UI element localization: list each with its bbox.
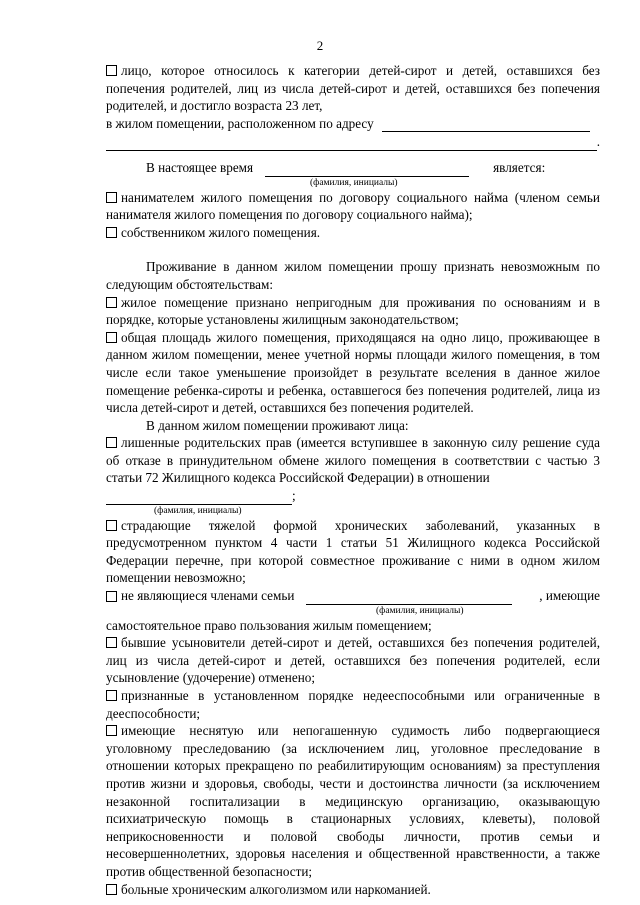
deprived-caption: (фамилия, инициалы) [154, 505, 242, 516]
impossible-option-area [106, 329, 600, 417]
address-row-2 [106, 133, 600, 151]
checkbox[interactable] [106, 192, 117, 203]
status-text: собственником жилого помещения. [121, 224, 321, 240]
resident-option-addicts [106, 881, 600, 899]
checkbox[interactable] [106, 520, 117, 531]
resident-option-deprived [106, 434, 600, 487]
is-label: является: [493, 159, 546, 175]
impossible-option-unfit [106, 294, 600, 329]
status-option-tenant [106, 189, 600, 224]
option-text: страдающие тяжелой формой хронических заболеваний, указанных в предусмотренном пунктом 4 части 1 статьи 51 Жилищного кодекса Российской Федерации перечне, при которой совместное проживание с ними в одном жилом помещении невозможно; [106, 517, 600, 586]
address-end: . [596, 134, 600, 150]
option-text: больные хроническим алкоголизмом или наркоманией. [121, 881, 431, 897]
checkbox[interactable] [106, 332, 117, 343]
resident-option-adopters [106, 634, 600, 687]
address-row [106, 115, 600, 133]
non-family-rest: самостоятельное право пользования жилым помещением; [106, 617, 432, 633]
deprived-row [106, 487, 600, 505]
resident-option-chronic [106, 517, 600, 587]
checkbox[interactable] [106, 690, 117, 701]
status-option-owner [106, 224, 600, 242]
page-number: 2 [316, 38, 324, 53]
residents-intro: В данном жилом помещении проживают лица: [146, 417, 409, 433]
option-text: бывшие усыновители детей-сирот и детей, оставшихся без попечения родителей, лиц из числа детей-сирот и детей, оставшихся без попечения родителей, если усыновление (удочерение) отменено; [106, 635, 600, 686]
category-option [106, 62, 600, 115]
address-label: в жилом помещении, расположенном по адресу [106, 115, 374, 131]
option-text: жилое помещение признано непригодным для проживания по основаниям и в порядке, которые установлены жилищным законодательством; [106, 294, 600, 328]
checkbox[interactable] [106, 227, 117, 238]
checkbox[interactable] [106, 637, 117, 648]
checkbox[interactable] [106, 65, 117, 76]
current-caption: (фамилия, инициалы) [310, 177, 398, 188]
spacer [106, 241, 600, 258]
option-text: признанные в установленном порядке недееспособными или ограниченные в дееспособности; [106, 688, 600, 721]
deprived-end: ; [292, 488, 296, 504]
non-family-end: , имеющие [539, 588, 600, 604]
address-field-2[interactable] [106, 138, 597, 151]
current-label: В настоящее время [146, 159, 254, 175]
status-text: нанимателем жилого помещения по договору социального найма (членом семьи нанимателя жилого помещения по договору социального найма); [106, 189, 600, 223]
checkbox[interactable] [106, 725, 117, 736]
resident-option-convicted [106, 722, 600, 880]
resident-option-incapable [106, 687, 600, 722]
current-row [106, 159, 600, 177]
deprived-name-field[interactable] [106, 492, 292, 505]
checkbox[interactable] [106, 884, 117, 895]
category-text: лицо, которое относилось к категории детей-сирот и детей, оставшихся без попечения родителей, лиц из числа детей-сирот и детей, оставшихся без попечения родителей, и достигло возраста 23 лет, [106, 63, 600, 114]
option-text: имеющие неснятую или непогашенную судимость либо подвергающиеся уголовному преследованию (за исключением лиц, уголовное преследование в отношении которых прекращено по реабилитирующим основаниям) за преступления против жизни и здоровья, свободы, чести и достоинства личности (за исключением незаконной госпитализации в медицинскую организацию, оказывающую психиатрическую помощь в стационарных условиях, клеветы), половой неприкосновенности и половой свободы личности, против семьи и несовершеннолетних, здоровья населения и общественной нравственности, а также против общественной безопасности; [106, 723, 600, 879]
checkbox[interactable] [106, 591, 117, 602]
option-text: общая площадь жилого помещения, приходящаяся на одно лицо, проживающее в данном жилом помещении, менее учетной нормы площади жилого помещения, в том числе если такое уменьшение произойдет в результате вселения в данное жилое помещение ребенка-сироты и ребенка, оставшегося без попечения родителей, лица из числа детей-сирот и детей, оставшихся без попечения родителей. [106, 329, 600, 416]
non-family-label: не являющиеся членами семьи [121, 588, 295, 604]
non-family-name-field[interactable] [306, 592, 512, 605]
impossible-intro: Проживание в данном жилом помещении прошу признать невозможным по следующим обстоятельствам: [106, 259, 600, 292]
option-text: лишенные родительских прав (имеется вступившее в законную силу решение суда об отказе в принудительном обмене жилого помещения в соответствии с частью 3 статьи 72 Жилищного кодекса Российской Федерации) в отношении [106, 435, 600, 486]
non-family-caption: (фамилия, инициалы) [376, 605, 464, 616]
checkbox[interactable] [106, 437, 117, 448]
current-name-field[interactable] [265, 164, 469, 177]
non-family-row [106, 587, 600, 605]
checkbox[interactable] [106, 297, 117, 308]
document-body [106, 62, 600, 898]
address-field[interactable] [382, 119, 590, 132]
